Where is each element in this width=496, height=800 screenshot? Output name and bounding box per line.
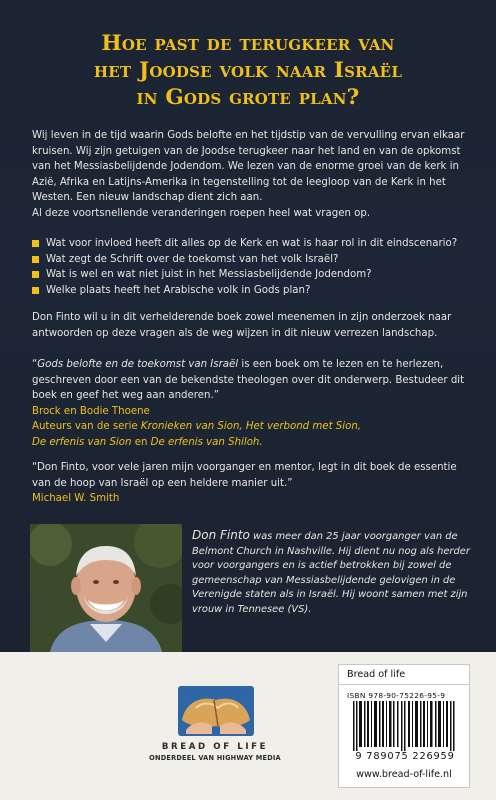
barcode-publisher-label: Bread of life [339,665,469,685]
barcode-box [338,664,470,788]
endorsement-text [32,357,472,404]
series-and: en [131,436,151,448]
barcode-digits: 9 789075 226959 [355,751,455,762]
endorsement-smith [32,460,472,507]
author-name: Don Finto [192,528,250,542]
intro-question-line: Al deze voortsnellende veranderingen roepen heel wat vragen op. [32,207,371,219]
endorsement-credentials [32,419,472,435]
intro-text [32,128,472,222]
publisher-website: www.bread-of-life.nl [356,769,452,780]
question-item: Wat is wel en wat niet juist in het Messiasbelijdende Jodendom? [32,267,472,283]
series-title-a: De erfenis van Sion [32,436,132,448]
summary-paragraph: Don Finto wil u in dit verhelderende boek zowel meenemen in zijn onderzoek naar antwoorden op deze vragen als de weg wijzen in dit nieuw verrezen landschap. [32,312,452,339]
publisher-logo [174,686,258,738]
headline-line-3: in Gods grote plan? [136,85,360,110]
question-item: Wat zegt de Schrift over de toekomst van het volk Israël? [32,252,472,268]
barcode-image [347,701,463,751]
endorsement-attribution: Brock en Bodie Thoene [32,405,150,417]
headline-line-1: Hoe past de terugkeer van [101,31,395,56]
author-bio [192,528,470,618]
question-item: Welke plaats heeft het Arabische volk in Gods plan? [32,283,472,299]
book-title: Gods belofte en de toekomst van Israël [37,359,239,370]
endorsement-body: is een boek om te lezen en te herlezen, geschreven door een van de bekendste theologen over dit onderwerp. Bestudeer dit boek en geef het weg aan anderen.” [32,359,465,402]
quote-mark: “ [32,359,38,370]
series-titles: Kronieken van Sion, Het verbond met Sion, [140,421,362,433]
headline [30,30,466,111]
publisher-subtitle: ONDERDEEL VAN HIGHWAY MEDIA [149,754,281,762]
question-list [32,236,472,298]
endorsement-attribution: Michael W. Smith [32,493,120,505]
bread-hands-icon [174,686,258,738]
endorsement-text: “Don Finto, voor vele jaren mijn voorganger en mentor, legt in dit boek de essentie van de hoop van Israël op een heldere manier uit.” [32,462,457,489]
question-item: Wat voor invloed heeft dit alles op de Kerk en wat is haar rol in dit eindscenario? [32,236,472,252]
author-portrait-image [30,524,182,652]
series-title-b: De erfenis van Shiloh. [150,436,263,448]
headline-line-2: het Joodse volk naar Israël [93,58,403,83]
series-prefix: Auteurs van de serie [32,421,141,433]
publisher-name: BREAD OF LIFE [161,742,269,752]
endorsement-credentials-line [32,435,472,451]
intro-paragraph: Wij leven in de tijd waarin Gods belofte en het tijdstip van de vervulling ervan elkaar kruisen. Wij zijn getuigen van de Joodse terugkeer naar het land en van de opkomst van het Messiasbelijdende Jodendom. We lezen van de enorme groei van de kerk in Azië, Afrika en Latijns-Amerika in tegenstelling tot de leegloop van de Kerk in het Westen. Een nieuw landschap dient zich aan. [32,130,465,204]
endorsement-thoene [32,357,472,451]
isbn-number: ISBN 978-90-75226-95-9 [347,691,446,700]
author-bio-text: was meer dan 25 jaar voorganger van de Belmont Church in Nashville. Hij dient nu nog als herder voor voorgangers en is actief betrokken bij zowel de gemeenschap van Messiasbelijdende gelovigen in de Verenigde staten als in Israël. Hij woont samen met zijn vrouw in Tennesee (VS). [192,531,470,615]
author-photo [30,524,182,652]
